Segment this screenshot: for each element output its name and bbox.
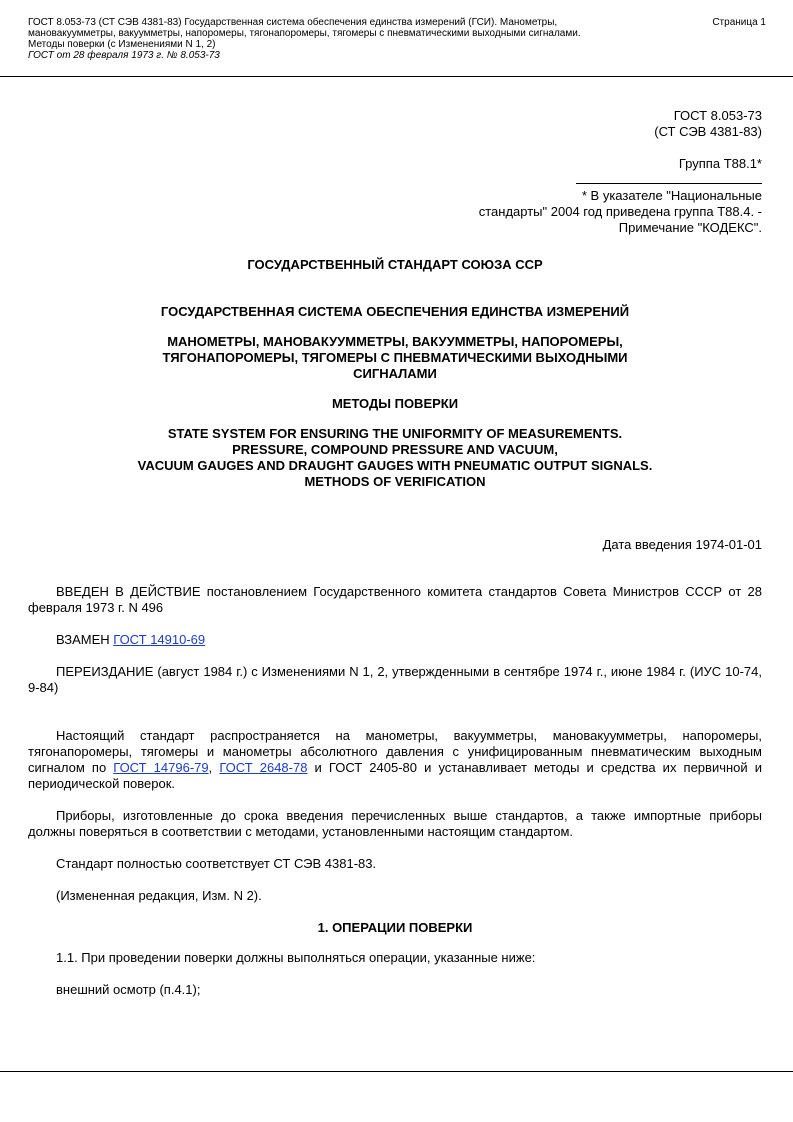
subject-title-line: СИГНАЛАМИ <box>353 366 437 381</box>
english-title <box>28 426 762 490</box>
english-title-line: VACUUM GAUGES AND DRAUGHT GAUGES WITH PNEUMATIC OUTPUT SIGNALS. <box>137 458 653 473</box>
intro-date: Дата введения 1974-01-01 <box>602 537 762 552</box>
header-title-line: мановакуумметры, вакуумметры, напоромеры, тягонапоромеры, тягомеры с пневматическими выходными сигналами. <box>28 28 581 39</box>
clause-1-1: 1.1. При проведении поверки должны выполняться операции, указанные ниже: <box>56 950 536 965</box>
page-number: Страница 1 <box>712 17 766 28</box>
section-1-heading: 1. ОПЕРАЦИИ ПОВЕРКИ <box>317 920 473 935</box>
header-date-line: ГОСТ от 28 февраля 1973 г. № 8.053-73 <box>28 50 220 61</box>
gost-14796-link[interactable]: ГОСТ 14796-79 <box>113 760 209 775</box>
sev-number: (СТ СЭВ 4381-83) <box>654 124 762 139</box>
gost-2648-link[interactable]: ГОСТ 2648-78 <box>219 760 308 775</box>
footnote-line: стандарты" 2004 год приведена группа Т88.4. - <box>478 204 762 219</box>
methods-title: МЕТОДЫ ПОВЕРКИ <box>331 396 459 411</box>
compliance-paragraph: Стандарт полностью соответствует СТ СЭВ 4381-83. <box>56 856 377 871</box>
state-standard-title: ГОСУДАРСТВЕННЫЙ СТАНДАРТ СОЮЗА ССР <box>247 257 543 272</box>
header-title-line: Методы поверки (с Изменениями N 1, 2) <box>28 39 216 50</box>
reissue-paragraph: ПЕРЕИЗДАНИЕ (август 1984 г.) с Изменениями N 1, 2, утвержденными в сентябре 1974 г., июне 1984 г. (ИУС 10-74, 9-84) <box>28 664 762 695</box>
footnote-line: Примечание "КОДЕКС". <box>618 220 762 235</box>
header-title-line: ГОСТ 8.053-73 (СТ СЭВ 4381-83) Государственная система обеспечения единства измерений (ГСИ). Манометры, <box>28 17 558 28</box>
devices-paragraph: Приборы, изготовленные до срока введения перечисленных выше стандартов, а также импортные приборы должны поверяться в соответствии с методами, установленными настоящим стандартом. <box>28 808 762 839</box>
amended-note: (Измененная редакция, Изм. N 2). <box>56 888 262 903</box>
note-divider <box>576 183 762 184</box>
footnote-line: * В указателе "Национальные <box>581 188 762 203</box>
replaced-paragraph <box>28 632 762 648</box>
english-title-line: STATE SYSTEM FOR ENSURING THE UNIFORMITY OF MEASUREMENTS. <box>167 426 623 441</box>
gost-14910-link[interactable]: ГОСТ 14910-69 <box>113 632 206 647</box>
english-title-line: PRESSURE, COMPOUND PRESSURE AND VACUUM, <box>232 442 558 457</box>
scope-paragraph <box>28 728 762 792</box>
standard-designation <box>28 108 762 140</box>
subject-title-line: ТЯГОНАПОРОМЕРЫ, ТЯГОМЕРЫ С ПНЕВМАТИЧЕСКИМИ ВЫХОДНЫМИ <box>162 350 628 365</box>
footer-divider <box>0 1071 793 1072</box>
document-body <box>28 108 762 998</box>
header-divider <box>0 76 793 77</box>
designation-number: ГОСТ 8.053-73 <box>673 108 762 123</box>
english-title-line: METHODS OF VERIFICATION <box>304 474 486 489</box>
enacted-paragraph: ВВЕДЕН В ДЕЙСТВИЕ постановлением Государственного комитета стандартов Совета Министров СССР от 28 февраля 1973 г. N 496 <box>28 584 762 615</box>
group-label: Группа Т88.1* <box>678 156 762 171</box>
scope-separator: , <box>208 760 220 775</box>
footnote <box>28 188 762 236</box>
scope-text: Настоящий стандарт распространяется на манометры, вакуумметры, мановакуумметры, напоромеры, тягонапоромеры, тягомеры и манометры абсолютного давления с унифицированным пневматическим выходным сигналом по <box>28 728 762 775</box>
scope-text: и ГОСТ 2405-80 и устанавливает методы и средства их первичной и периодической поверок. <box>28 760 762 791</box>
replaced-prefix: ВЗАМЕН <box>56 632 114 647</box>
note-divider-row <box>28 179 762 184</box>
subject-title <box>28 334 762 382</box>
subject-title-line: МАНОМЕТРЫ, МАНОВАКУУММЕТРЫ, ВАКУУММЕТРЫ, НАПОРОМЕРЫ, <box>167 334 623 349</box>
operation-item: внешний осмотр (п.4.1); <box>56 982 201 997</box>
system-title: ГОСУДАРСТВЕННАЯ СИСТЕМА ОБЕСПЕЧЕНИЯ ЕДИНСТВА ИЗМЕРЕНИЙ <box>160 304 630 319</box>
document-header <box>28 17 668 61</box>
